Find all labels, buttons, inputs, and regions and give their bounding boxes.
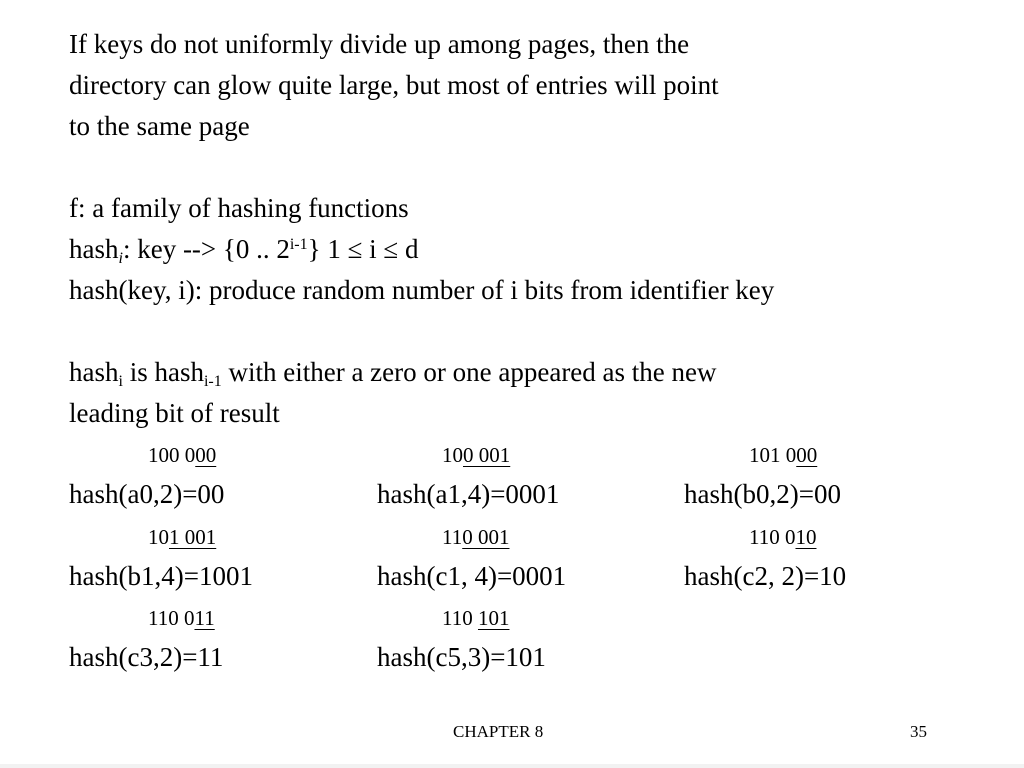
paragraph-line: If keys do not uniformly divide up among pages, then the [69, 29, 690, 59]
hash-text: } 1 ≤ i ≤ d [307, 234, 419, 264]
definition-line: hash(key, i): produce random number of i bits from identifier key [69, 275, 775, 305]
chapter-label: CHAPTER 8 [453, 722, 544, 741]
bit-pattern [442, 606, 509, 630]
bit-prefix: 100 0 [148, 443, 196, 467]
subscript: i [118, 373, 123, 390]
hash-result: hash(c3,2)=11 [69, 642, 224, 672]
hash-result: hash(c1, 4)=0001 [377, 561, 567, 591]
bit-pattern [749, 525, 816, 549]
bit-pattern [148, 443, 216, 467]
hash-definition-line [69, 233, 419, 265]
hash-text: hash [69, 234, 119, 264]
hash-result: hash(b0,2)=00 [684, 479, 841, 509]
bit-prefix: 110 0 [749, 525, 796, 549]
hash-result: hash(c5,3)=101 [377, 642, 546, 672]
hash-text: hash [69, 357, 119, 387]
hash-result: hash(a1,4)=0001 [377, 479, 560, 509]
bit-prefix: 110 [442, 606, 478, 630]
bit-pattern [442, 443, 510, 467]
bit-underlined: 0 001 [462, 525, 510, 549]
hash-text: : key --> {0 .. 2 [122, 234, 290, 264]
paragraph-line: leading bit of result [69, 398, 280, 428]
bottom-divider [0, 764, 1024, 768]
bit-pattern [749, 443, 817, 467]
hash-text: is hash [122, 357, 204, 387]
bit-prefix: 10 [148, 525, 169, 549]
bit-pattern [148, 606, 215, 630]
bit-underlined: 1 001 [169, 525, 217, 549]
bit-underlined: 11 [194, 606, 215, 630]
superscript: i-1 [289, 236, 308, 253]
hash-result: hash(c2, 2)=10 [684, 561, 847, 591]
hash-result: hash(a0,2)=00 [69, 479, 225, 509]
paragraph-line: directory can glow quite large, but most of entries will point [69, 70, 719, 100]
bit-underlined: 10 [795, 525, 817, 549]
bit-underlined: 101 [477, 606, 510, 630]
bit-prefix: 110 0 [148, 606, 195, 630]
subscript: i [118, 250, 123, 267]
bit-prefix: 11 [442, 525, 463, 549]
bit-underlined: 00 [195, 443, 217, 467]
subscript: i-1 [203, 373, 222, 390]
hash-result: hash(b1,4)=1001 [69, 561, 253, 591]
hash-text: with either a zero or one appeared as the new [221, 357, 717, 387]
bit-underlined: 00 [796, 443, 818, 467]
definition-line: f: a family of hashing functions [69, 193, 409, 223]
bit-prefix: 101 0 [749, 443, 797, 467]
page-number: 35 [910, 722, 927, 741]
bit-pattern [148, 525, 216, 549]
bit-prefix: 10 [442, 443, 463, 467]
paragraph-line: to the same page [69, 111, 250, 141]
bit-pattern [442, 525, 509, 549]
paragraph-line [69, 356, 717, 388]
bit-underlined: 0 001 [463, 443, 511, 467]
